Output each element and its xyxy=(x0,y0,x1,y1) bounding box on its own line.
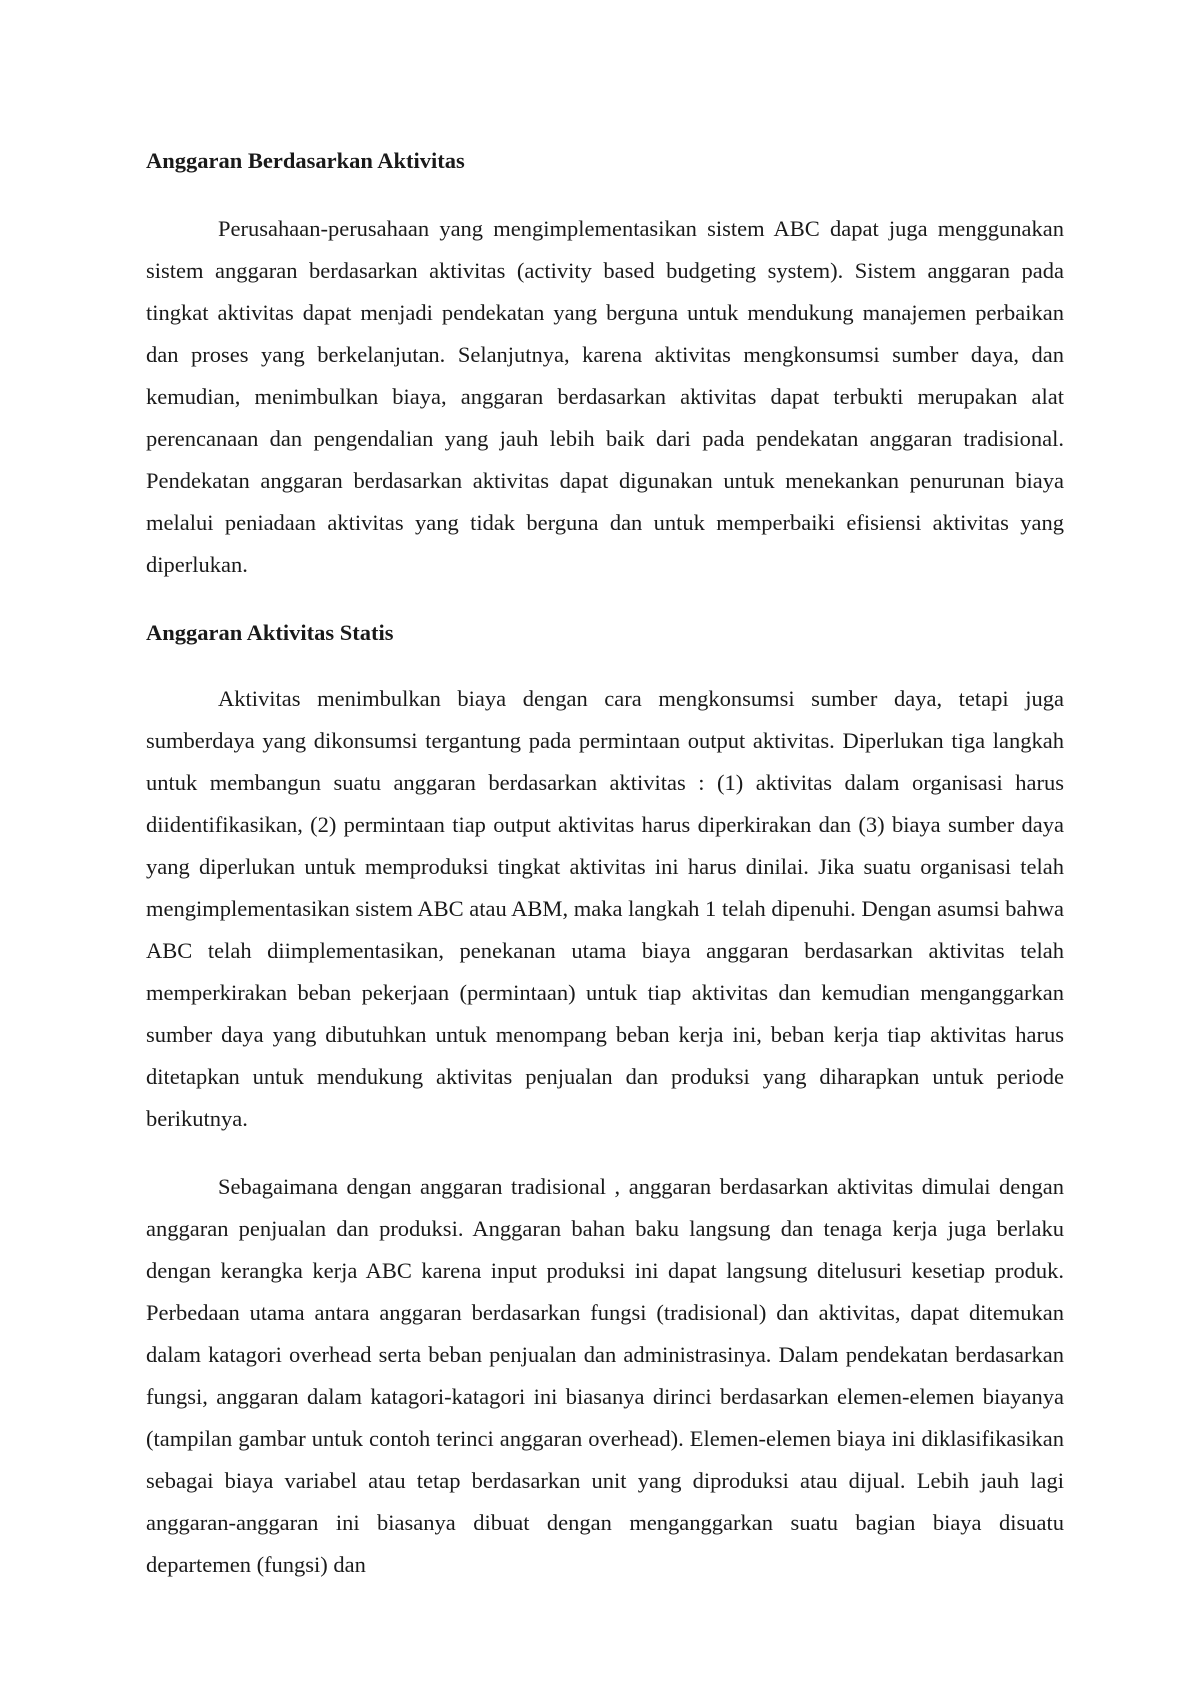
section-heading-static-activity-budget: Anggaran Aktivitas Statis xyxy=(146,620,394,645)
section-heading-activity-based-budget: Anggaran Berdasarkan Aktivitas xyxy=(146,148,465,173)
paragraph-static-activity-budget-2: Sebagaimana dengan anggaran tradisional , anggaran berdasarkan aktivitas dimulai dengan anggaran penjualan dan produksi. Anggaran bahan baku langsung dan tenaga kerja juga berlaku dengan kerangka kerja ABC karena input produksi ini dapat langsung ditelusuri kesetiap produk. Perbedaan utama antara anggaran berdasarkan fungsi (tradisional) dan aktivitas, dapat ditemukan dalam katagori overhead serta beban penjualan dan administrasinya. Dalam pendekatan berdasarkan fungsi, anggaran dalam katagori-katagori ini biasanya dirinci berdasarkan elemen-elemen biayanya (tampilan gambar untuk contoh terinci anggaran overhead). Elemen-elemen biaya ini diklasifikasikan sebagai biaya variabel atau tetap berdasarkan unit yang diproduksi atau dijual. Lebih jauh lagi anggaran-anggaran ini biasanya dibuat dengan menganggarkan suatu bagian biaya disuatu departemen (fungsi) dan xyxy=(146,1174,1064,1577)
document-body xyxy=(146,140,1064,1586)
paragraph-activity-based-budget: Perusahaan-perusahaan yang mengimplementasikan sistem ABC dapat juga menggunakan sistem anggaran berdasarkan aktivitas (activity based budgeting system). Sistem anggaran pada tingkat aktivitas dapat menjadi pendekatan yang berguna untuk mendukung manajemen perbaikan dan proses yang berkelanjutan. Selanjutnya, karena aktivitas mengkonsumsi sumber daya, dan kemudian, menimbulkan biaya, anggaran berdasarkan aktivitas dapat terbukti merupakan alat perencanaan dan pengendalian yang jauh lebih baik dari pada pendekatan anggaran tradisional. Pendekatan anggaran berdasarkan aktivitas dapat digunakan untuk menekankan penurunan biaya melalui peniadaan aktivitas yang tidak berguna dan untuk memperbaiki efisiensi aktivitas yang diperlukan. xyxy=(146,216,1064,577)
paragraph-static-activity-budget-1: Aktivitas menimbulkan biaya dengan cara mengkonsumsi sumber daya, tetapi juga sumberdaya yang dikonsumsi tergantung pada permintaan output aktivitas. Diperlukan tiga langkah untuk membangun suatu anggaran berdasarkan aktivitas : (1) aktivitas dalam organisasi harus diidentifikasikan, (2) permintaan tiap output aktivitas harus diperkirakan dan (3) biaya sumber daya yang diperlukan untuk memproduksi tingkat aktivitas ini harus dinilai. Jika suatu organisasi telah mengimplementasikan sistem ABC atau ABM, maka langkah 1 telah dipenuhi. Dengan asumsi bahwa ABC telah diimplementasikan, penekanan utama biaya anggaran berdasarkan aktivitas telah memperkirakan beban pekerjaan (permintaan) untuk tiap aktivitas dan kemudian menganggarkan sumber daya yang dibutuhkan untuk menompang beban kerja ini, beban kerja tiap aktivitas harus ditetapkan untuk mendukung aktivitas penjualan dan produksi yang diharapkan untuk periode berikutnya. xyxy=(146,686,1064,1131)
